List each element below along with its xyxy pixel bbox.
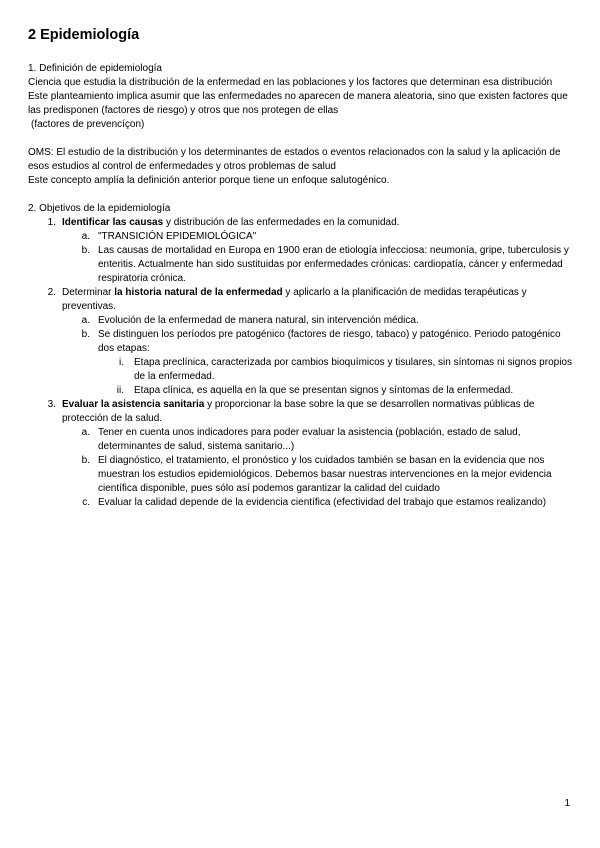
list-roman: ii.	[116, 385, 124, 396]
sub-sub-item-text: Etapa preclínica, caracterizada por cambios bioquímicos y tisulares, sin síntomas ni signos propios de la enfermedad.	[134, 357, 572, 382]
list-number: 2.	[47, 287, 56, 298]
objective-bold: Evaluar la asistencia sanitaria	[62, 399, 205, 410]
sub-sub-item	[28, 356, 576, 384]
page-title: 2 Epidemiología	[28, 27, 140, 43]
objective-pre: Determinar	[62, 287, 115, 298]
sub-item	[28, 328, 576, 356]
sub-item	[28, 244, 576, 286]
list-roman: i.	[119, 357, 124, 368]
list-letter: b.	[81, 245, 90, 256]
protection-text: (factores de prevencíçon)	[31, 119, 145, 130]
objective-item	[28, 398, 576, 426]
oms-definition: OMS: El estudio de la distribución y los determinantes de estados o eventos relacionados con la salud y la aplicación de esos estudios al control de enfermedades y otros problemas de salud	[28, 147, 561, 172]
sub-item	[28, 230, 576, 244]
sub-item-text: "TRANSICIÓN EPIDEMIOLÓGICA"	[98, 231, 257, 242]
objective-item	[28, 216, 576, 230]
objective-item	[28, 286, 576, 314]
objective-bold: la historia natural de la enfermedad	[114, 287, 283, 298]
sub-sub-item-text: Etapa clínica, es aquella en la que se presentan signos y síntomas de la enfermedad.	[134, 385, 514, 396]
sub-item-text: Se distinguen los períodos pre patogénico (factores de riesgo, tabaco) y patogénico. Periodo patogénico dos etapas:	[98, 329, 561, 354]
section1-heading: 1. Definición de epidemiología	[28, 63, 162, 74]
oms-note: Este concepto amplía la definición anterior porque tiene un enfoque salutogénico.	[28, 175, 390, 186]
list-letter: b.	[81, 329, 90, 340]
list-letter: a.	[81, 427, 90, 438]
sub-item-text: El diagnóstico, el tratamiento, el pronóstico y los cuidados también se basan en la evidencia que nos muestran los estudios epidemiológicos. Debemos basar nuestras intervenciones en la mejor evidencia científica disponible, pues sólo así podemos garantizar la calidad del cuidado	[98, 455, 552, 494]
sub-item	[28, 454, 576, 496]
objective-text: y distribución de las enfermedades en la comunidad.	[163, 217, 400, 228]
sub-item	[28, 314, 576, 328]
document-page	[28, 26, 576, 510]
objective-text: y proporcionar la base sobre la que se desarrollen normativas públicas de protección de la salud.	[62, 399, 535, 424]
objective-text: y aplicarlo a la planificación de medidas terapéuticas y preventivas.	[62, 287, 527, 312]
sub-item-text: Las causas de mortalidad en Europa en 1900 eran de etiología infecciosa: neumonía, gripe, tuberculosis y enteritis. Actualmente han sido sustituidas por enfermedades crónicas: cardiopatía, cáncer y enfermedad respiratoria crónica.	[98, 245, 569, 284]
sub-item-text: Evaluar la calidad depende de la evidencia científica (efectividad del trabajo que estamos realizando)	[98, 497, 547, 508]
list-letter: a.	[81, 315, 90, 326]
sub-item-text: Tener en cuenta unos indicadores para poder evaluar la asistencia (población, estado de salud, determinantes de salud, sistema sanitario...)	[98, 427, 521, 452]
list-number: 1.	[47, 217, 56, 228]
sub-item-text: Evolución de la enfermedad de manera natural, sin intervención médica.	[98, 315, 419, 326]
sub-sub-item	[28, 384, 576, 398]
sub-item	[28, 426, 576, 454]
sub-item	[28, 496, 576, 510]
list-letter: a.	[81, 231, 90, 242]
page-number: 1	[564, 798, 570, 809]
section2-heading: 2. Objetivos de la epidemiología	[28, 203, 171, 214]
approach-text: Este planteamiento implica asumir que las enfermedades no aparecen de manera aleatoria, sino que existen factores que las predisponen (factores de riesgo) y otros que nos protegen de ellas	[28, 91, 568, 116]
definition-text: Ciencia que estudia la distribución de la enfermedad en las poblaciones y los factores que determinan esa distribución	[28, 77, 553, 88]
objective-bold: Identificar las causas	[62, 217, 164, 228]
list-letter: c.	[82, 497, 90, 508]
objectives-list	[28, 216, 576, 510]
list-letter: b.	[81, 455, 90, 466]
list-number: 3.	[47, 399, 56, 410]
